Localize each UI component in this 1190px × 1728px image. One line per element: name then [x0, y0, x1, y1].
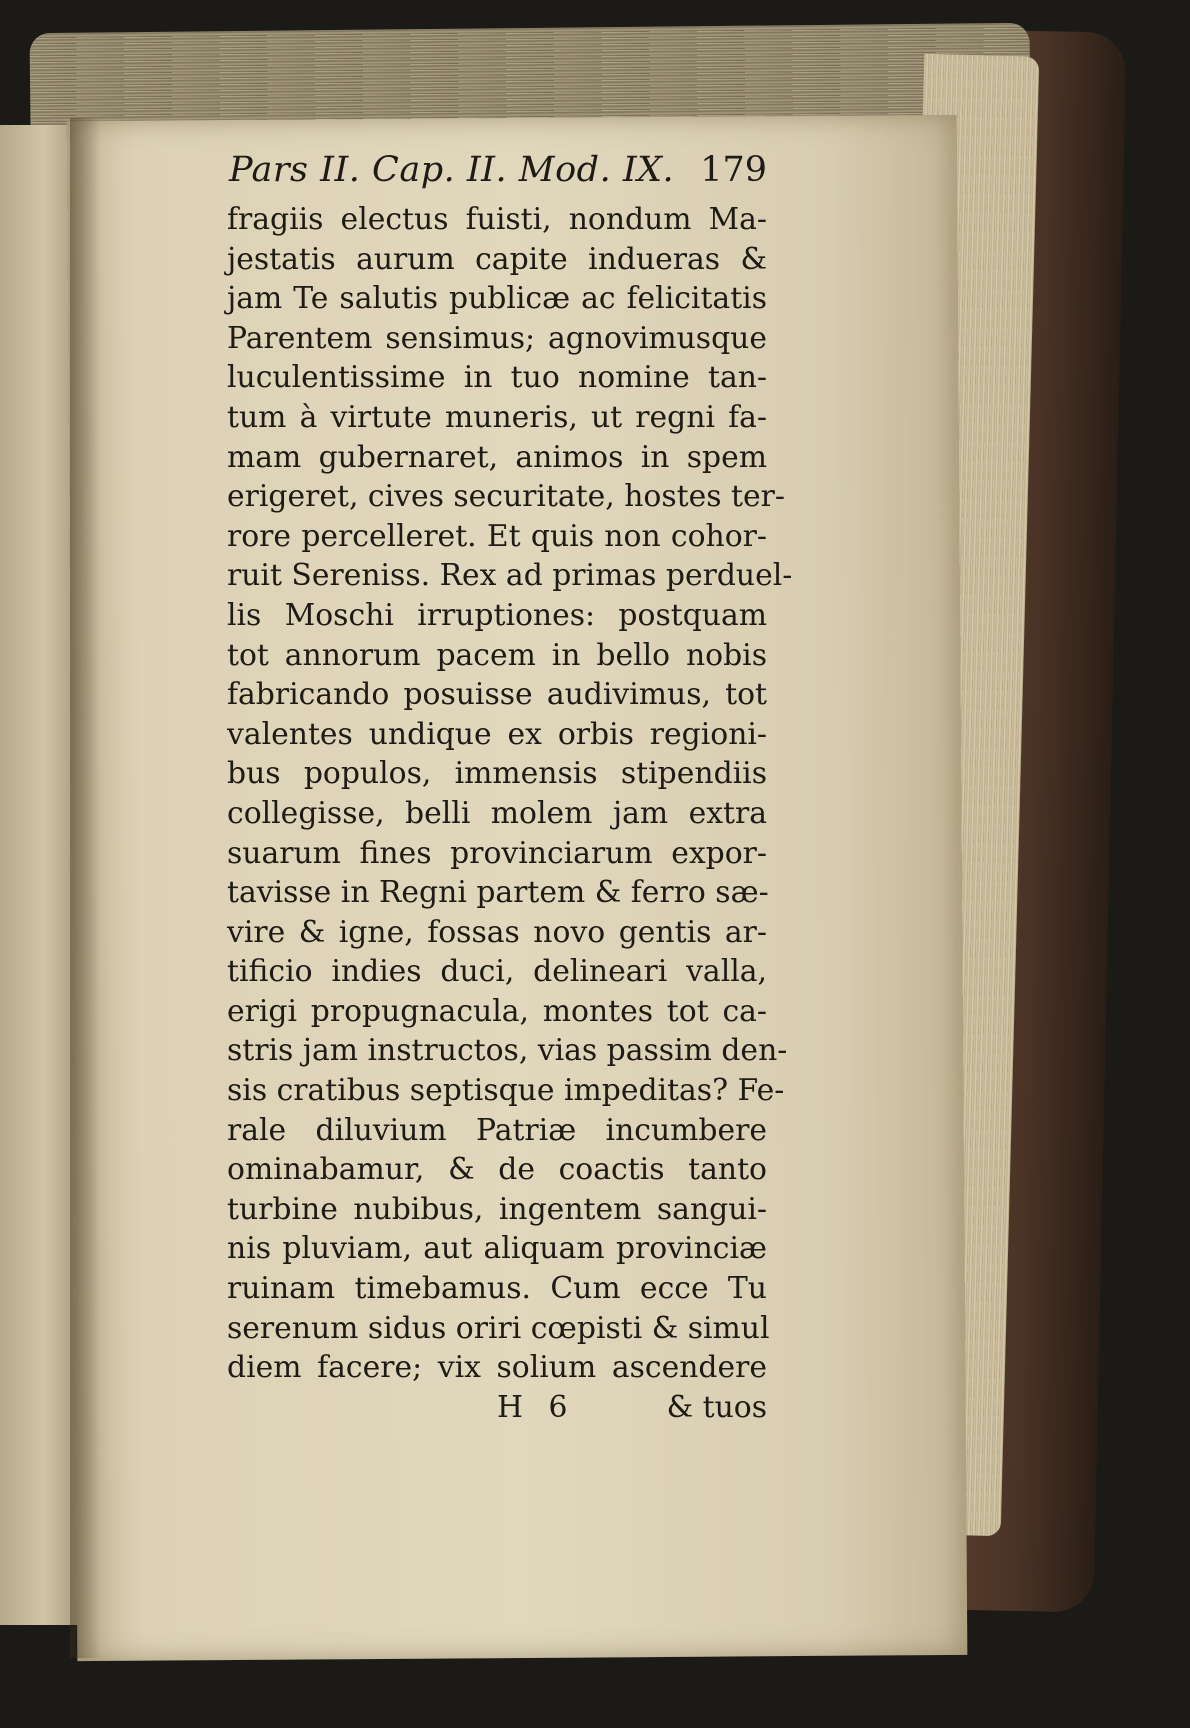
- text-line: suarum fines provinciarum expor-: [227, 835, 767, 871]
- text-line: vire & igne, fossas novo gentis ar-: [227, 914, 767, 950]
- page-block-top-edge: [30, 23, 1031, 128]
- page-footer: [227, 1390, 767, 1434]
- page-number: 179: [700, 150, 767, 190]
- text-line: ominabamur, & de coactis tanto: [227, 1152, 767, 1188]
- text-line: jestatis aurum capite indueras &: [227, 241, 767, 277]
- text-line: erigi propugnacula, montes tot ca-: [227, 993, 767, 1029]
- text-line: diem facere; vix solium ascendere: [227, 1350, 767, 1386]
- text-block: [227, 150, 793, 1434]
- text-line: nis pluviam, aut aliquam provinciæ: [227, 1231, 767, 1267]
- running-head-title: Pars II. Cap. II. Mod. IX.: [228, 150, 675, 190]
- text-line: fabricando posuisse audivimus, tot: [227, 677, 767, 713]
- text-line: sis cratibus septisque impeditas? Fe-: [227, 1073, 785, 1109]
- text-line: rore percelleret. Et quis non cohor-: [227, 518, 767, 554]
- signature-mark: H 6: [497, 1389, 576, 1425]
- text-line: fragiis electus fuisti, nondum Ma-: [227, 202, 767, 237]
- text-line: Parentem sensimus; agnovimusque: [227, 320, 767, 356]
- body-text: [227, 200, 793, 1388]
- text-line: serenum sidus oriri cœpisti & simul: [227, 1310, 770, 1346]
- text-line: stris jam instructos, vias passim den-: [227, 1033, 788, 1069]
- text-line: tot annorum pacem in bello nobis: [227, 637, 767, 673]
- text-line: tum à virtute muneris, ut regni fa-: [227, 399, 767, 435]
- text-line: luculentissime in tuo nomine tan-: [227, 360, 767, 396]
- text-line: rale diluvium Patriæ incumbere: [227, 1112, 767, 1148]
- text-line: jam Te salutis publicæ ac felicitatis: [227, 281, 767, 317]
- text-line: tavisse in Regni partem & ferro sæ-: [227, 875, 769, 911]
- text-line: lis Moschi irruptiones: postquam: [227, 597, 767, 633]
- text-line: mam gubernaret, animos in spem: [227, 439, 767, 475]
- text-line: collegisse, belli molem jam extra: [227, 795, 767, 831]
- text-line: turbine nubibus, ingentem sangui-: [227, 1191, 767, 1227]
- running-head: [227, 150, 767, 194]
- text-line: tificio indies duci, delineari valla,: [227, 954, 767, 990]
- text-line: erigeret, cives securitate, hostes ter-: [227, 479, 785, 515]
- catchword: & tuos: [666, 1389, 767, 1425]
- text-line: ruinam timebamus. Cum ecce Tu: [227, 1271, 767, 1307]
- text-line: bus populos, immensis stipendiis: [227, 756, 767, 792]
- text-line: valentes undique ex orbis regioni-: [227, 716, 767, 752]
- text-line: ruit Sereniss. Rex ad primas perduel-: [227, 558, 793, 594]
- gutter-shadow: [70, 118, 100, 1658]
